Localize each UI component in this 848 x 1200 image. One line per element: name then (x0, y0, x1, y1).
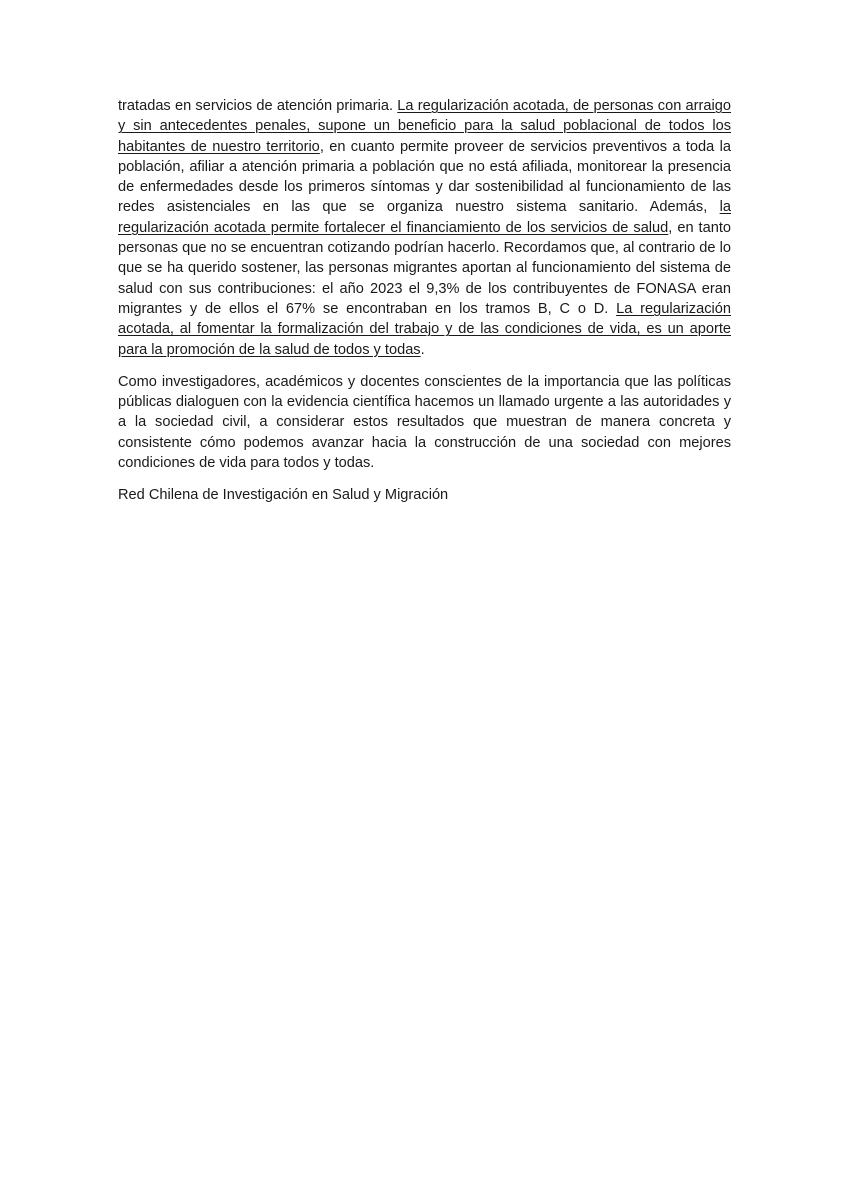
paragraph-text: . (420, 341, 425, 358)
paragraph-text: Como investigadores, académicos y docentes conscientes de la importancia que las políticas públicas dialoguen con la evidencia científica hacemos un llamado urgente a las autoridades y a la sociedad civil, a considerar estos resultados que muestran de manera concreta y consistente cómo podemos avanzar hacia la construcción de una sociedad con mejores condiciones de vida para todos y todas. (118, 373, 731, 472)
body-paragraph-1 (118, 96, 731, 360)
signature-line: Red Chilena de Investigación en Salud y Migración (118, 487, 449, 504)
underlined-passage: La regularización acotada, de personas con arraigo y sin antecedentes penales, supone un beneficio para la salud poblacional de todos los habitantes de nuestro territorio (118, 98, 731, 155)
paragraph-text: , en cuanto permite proveer de servicios preventivos a toda la población, afiliar a atención primaria a población que no está afiliada, monitorear la presencia de enfermedades desde los primeros síntomas y dar sostenibilidad al funcionamiento de las redes asistenciales en las que se organiza nuestro sistema sanitario. Además, (118, 138, 731, 216)
underlined-passage: la regularización acotada permite fortalecer el financiamiento de los servicios de salud (118, 199, 731, 236)
body-paragraph-2 (118, 372, 731, 473)
paragraph-text: tratadas en servicios de atención primaria. (118, 98, 398, 114)
paragraph-text: , en tanto personas que no se encuentran cotizando podrían hacerlo. Recordamos que, al contrario de lo que se ha querido sostener, las personas migrantes aportan al funcionamiento del sistema de salud con sus contribuciones: el año 2023 el 9,3% de los contribuyentes de FONASA eran migrantes y de ellos el 67% se encontraban en los tramos B, C o D. (118, 219, 731, 317)
underlined-passage: La regularización acotada, al fomentar la formalización del trabajo y de las condiciones de vida, es un aporte para la promoción de la salud de todos y todas (118, 300, 731, 358)
document-page (118, 96, 731, 506)
